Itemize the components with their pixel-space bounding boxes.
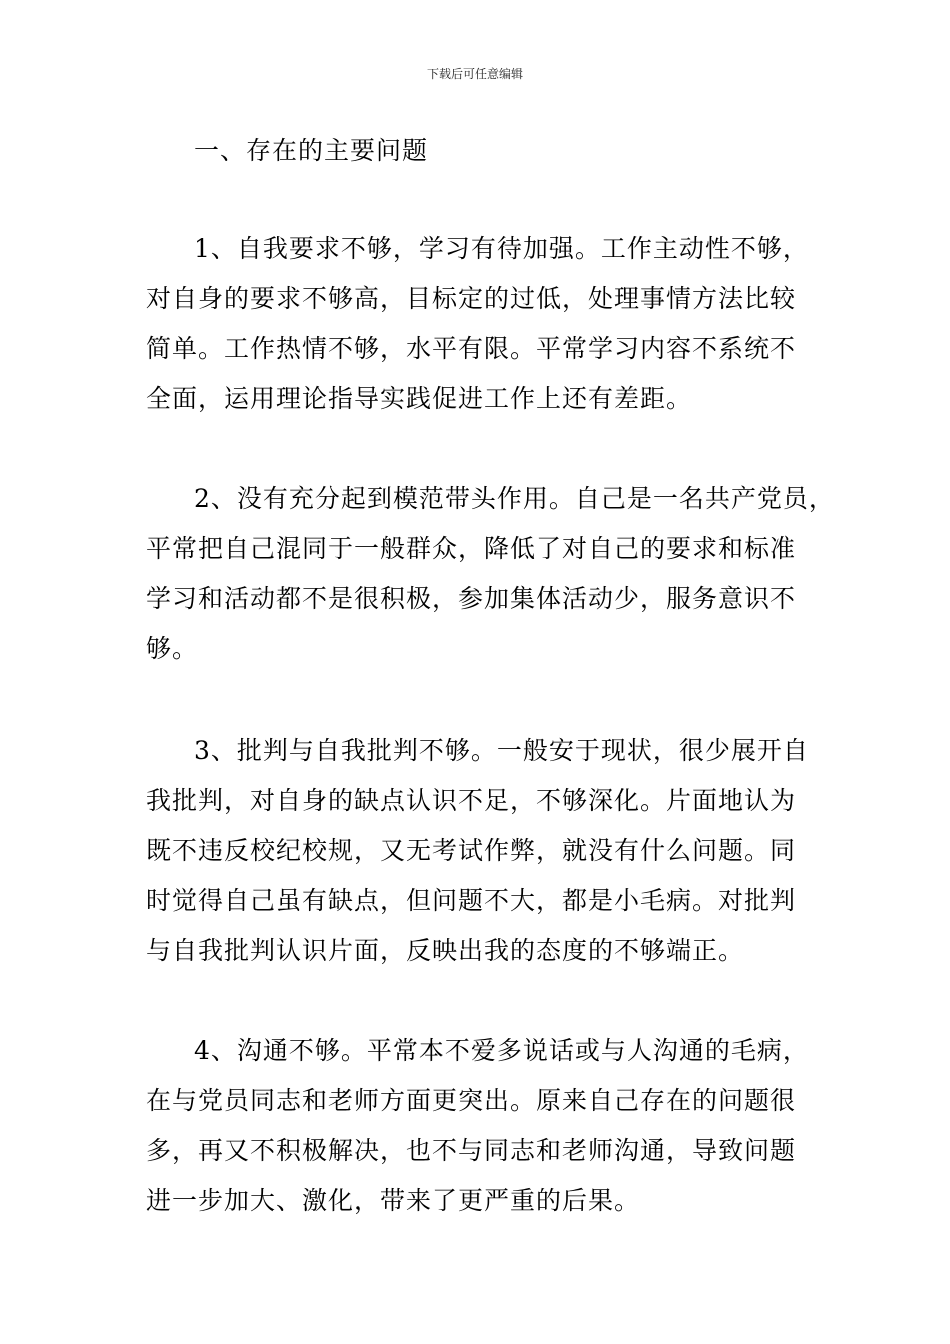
paragraph-line: 2、没有充分起到模范带头作用。自己是一名共产党员， [194,484,835,513]
paragraph-line: 进一步加大、激化，带来了更严重的后果。 [146,1186,641,1215]
paragraph-2 [146,474,835,674]
paragraph-line: 我批判，对自身的缺点认识不足，不够深化。片面地认为 [146,786,797,815]
paragraph-line: 在与党员同志和老师方面更突出。原来自己存在的问题很 [146,1086,797,1115]
paragraph-line: 简单。工作热情不够，水平有限。平常学习内容不系统不 [146,334,797,363]
paragraph-line: 时觉得自己虽有缺点，但问题不大，都是小毛病。对批判 [146,886,797,915]
paragraph-3 [146,726,826,976]
paragraph-line: 3、批判与自我批判不够。一般安于现状，很少展开自 [194,736,809,765]
paragraph-4 [146,1026,826,1226]
paragraph-1 [146,224,826,424]
paragraph-line: 既不违反校纪校规，又无考试作弊，就没有什么问题。同 [146,836,797,865]
section-title: 一、存在的主要问题 [194,136,429,165]
paragraph-line: 够。 [146,634,199,663]
document-body [146,128,835,1226]
paragraph-line: 多，再又不积极解决，也不与同志和老师沟通，导致问题 [146,1136,797,1165]
paragraph-line: 4、沟通不够。平常本不爱多说话或与人沟通的毛病， [194,1036,809,1065]
paragraph-line: 对自身的要求不够高，目标定的过低，处理事情方法比较 [146,284,797,313]
paragraph-line: 全面，运用理论指导实践促进工作上还有差距。 [146,384,693,413]
paragraph-line: 与自我批判认识片面，反映出我的态度的不够端正。 [146,936,745,965]
paragraph-line: 平常把自己混同于一般群众，降低了对自己的要求和标准 [146,534,797,563]
paragraph-line: 1、自我要求不够，学习有待加强。工作主动性不够， [194,234,809,263]
paragraph-line: 学习和活动都不是很积极，参加集体活动少，服务意识不 [146,584,797,613]
header-note: 下载后可任意编辑 [426,67,523,81]
